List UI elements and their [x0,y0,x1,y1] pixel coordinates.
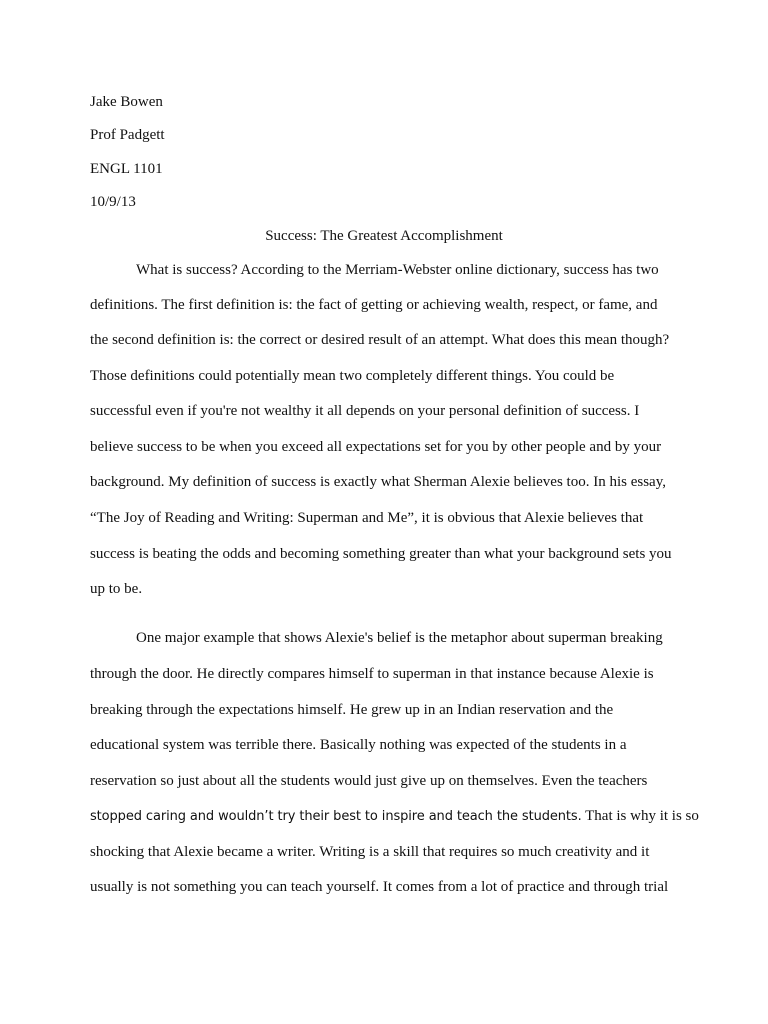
essay-date: 10/9/13 [90,194,136,210]
text-segment: That is why it is so [581,808,699,824]
professor-name: Prof Padgett [90,127,165,143]
course-name: ENGL 1101 [90,161,163,177]
paragraph-line: Those definitions could potentially mean two completely different things. You could be [90,368,615,384]
paragraph-line [90,806,699,827]
essay-title: Success: The Greatest Accomplishment [265,228,503,244]
paragraph-line: educational system was terrible there. Basically nothing was expected of the students in a [90,737,627,753]
paragraph-line: definitions. The first definition is: the fact of getting or achieving wealth, respect, or fame, and [90,297,658,313]
author-name: Jake Bowen [90,94,163,110]
paragraph-line: the second definition is: the correct or desired result of an attempt. What does this mean though? [90,332,670,348]
paragraph-line: breaking through the expectations himself. He grew up in an Indian reservation and the [90,702,614,718]
paragraph-line: reservation so just about all the students would just give up on themselves. Even the teachers [90,773,648,789]
paragraph-line: successful even if you're not wealthy it all depends on your personal definition of success. I [90,403,640,419]
pasted-text-segment: stopped caring and wouldn’t try their best to inspire and teach the students. [90,809,582,824]
paragraph-line: One major example that shows Alexie's belief is the metaphor about superman breaking [136,630,663,646]
paragraph-line: usually is not something you can teach yourself. It comes from a lot of practice and through trial [90,879,669,895]
paragraph-line: through the door. He directly compares himself to superman in that instance because Alexie is [90,666,654,682]
paragraph-line: up to be. [90,581,143,597]
paragraph-line: success is beating the odds and becoming something greater than what your background sets you [90,546,672,562]
paragraph-line: believe success to be when you exceed all expectations set for you by other people and by your [90,439,662,455]
paragraph-line: shocking that Alexie became a writer. Writing is a skill that requires so much creativity and it [90,844,650,860]
paragraph-line: “The Joy of Reading and Writing: Superman and Me”, it is obvious that Alexie believes that [90,510,644,526]
paragraph-line: background. My definition of success is exactly what Sherman Alexie believes too. In his essay, [90,474,666,490]
paragraph-line: What is success? According to the Merriam-Webster online dictionary, success has two [136,262,659,278]
